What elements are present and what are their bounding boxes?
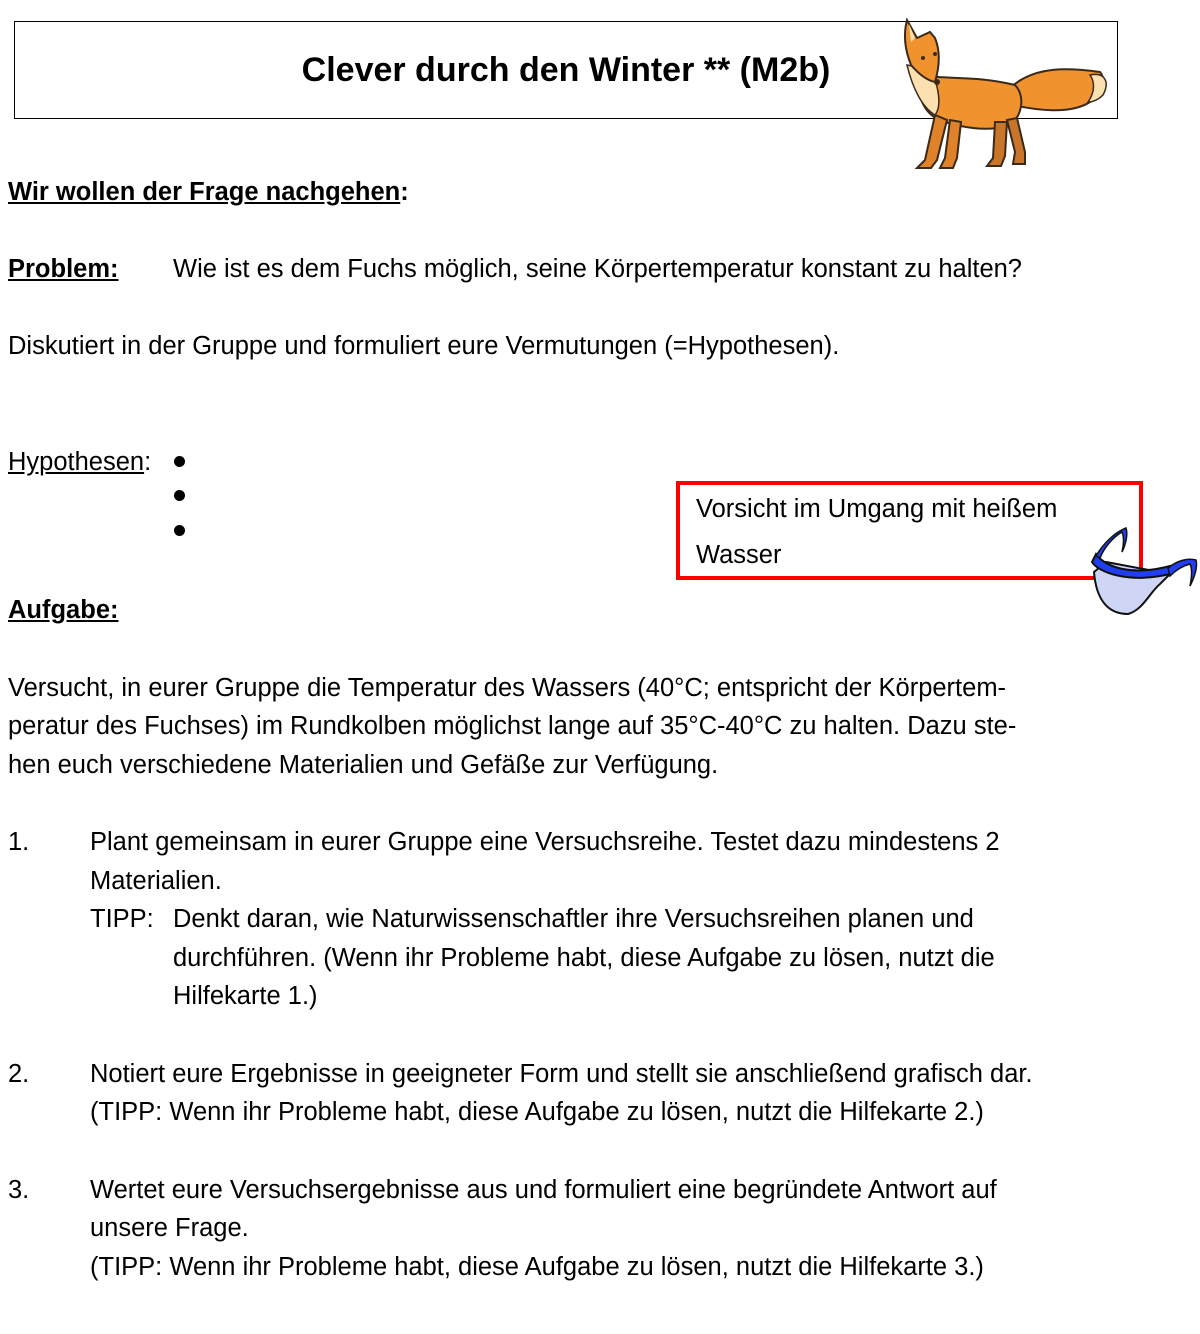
discussion-text: Diskutiert in der Gruppe und formuliert eure Vermutungen (=Hypothesen).	[8, 332, 840, 360]
hypotheses-heading	[8, 447, 151, 477]
step-1-number: 1.	[8, 828, 30, 856]
question-heading-colon: :	[400, 178, 409, 206]
step-1-tip-line-1: Denkt daran, wie Naturwissenschaftler ihre Versuchsreihen planen und	[173, 905, 974, 933]
step-1-line-1: Plant gemeinsam in eurer Gruppe eine Versuchsreihe. Testet dazu mindestens 2	[90, 828, 1000, 856]
hypothesis-bullet-2	[174, 490, 185, 501]
step-1-tip-line-3: Hilfekarte 1.)	[173, 982, 318, 1010]
task-intro-line-1: Versucht, in eurer Gruppe die Temperatur des Wassers (40°C; entspricht der Körpertem-	[8, 674, 1007, 702]
problem-label: Problem:	[8, 255, 119, 283]
question-heading	[8, 177, 409, 207]
step-3-line-3: (TIPP: Wenn ihr Probleme habt, diese Aufgabe zu lösen, nutzt die Hilfekarte 3.)	[90, 1253, 984, 1281]
safety-warning-line-1: Vorsicht im Umgang mit heißem	[696, 495, 1058, 523]
step-2-line-1: Notiert eure Ergebnisse in geeigneter Form und stellt sie anschließend grafisch dar.	[90, 1060, 1033, 1088]
task-intro-line-2: peratur des Fuchses) im Rundkolben möglichst lange auf 35°C-40°C zu halten. Dazu ste-	[8, 712, 1017, 740]
step-3-number: 3.	[8, 1176, 30, 1204]
task-intro-line-3: hen euch verschiedene Materialien und Gefäße zur Verfügung.	[8, 751, 719, 779]
step-1-tip-line-2: durchführen. (Wenn ihr Probleme habt, diese Aufgabe zu lösen, nutzt die	[173, 944, 995, 972]
step-1-tip-label: TIPP:	[90, 905, 154, 933]
task-label: Aufgabe:	[8, 596, 119, 624]
step-2-number: 2.	[8, 1060, 30, 1088]
question-heading-label: Wir wollen der Frage nachgehen	[8, 178, 401, 206]
hypothesis-bullet-1	[174, 456, 185, 467]
hypothesis-bullet-3	[174, 525, 185, 536]
step-2-line-2: (TIPP: Wenn ihr Probleme habt, diese Aufgabe zu lösen, nutzt die Hilfekarte 2.)	[90, 1098, 984, 1126]
problem-text: Wie ist es dem Fuchs möglich, seine Körpertemperatur konstant zu halten?	[173, 255, 1022, 283]
page-title: Clever durch den Winter ** (M2b)	[301, 50, 831, 89]
step-3-line-1: Wertet eure Versuchsergebnisse aus und formuliert eine begründete Antwort auf	[90, 1176, 997, 1204]
safety-goggles-icon	[1088, 522, 1200, 618]
step-3-line-2: unsere Frage.	[90, 1214, 249, 1242]
hypotheses-label: Hypothesen	[8, 448, 145, 476]
fox-icon	[895, 10, 1115, 175]
safety-warning-line-2: Wasser	[696, 541, 782, 569]
hypotheses-colon: :	[144, 448, 152, 476]
step-1-line-2: Materialien.	[90, 867, 222, 895]
